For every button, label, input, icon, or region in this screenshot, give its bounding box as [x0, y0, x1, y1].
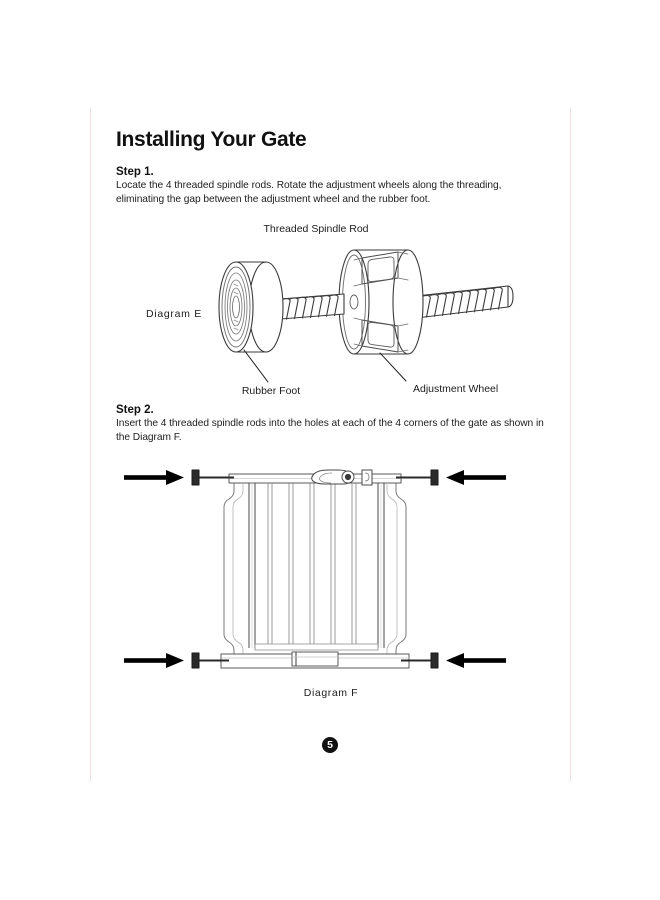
spindle-rod-top-right — [396, 470, 438, 485]
gate-latch-handle — [312, 470, 372, 485]
page-number-badge: 5 — [322, 737, 338, 753]
step-1-heading: Step 1. — [116, 166, 154, 178]
diagram-f-illustration — [116, 458, 546, 683]
page-edge-right — [570, 108, 571, 782]
gate-bars — [268, 483, 356, 644]
diagram-f-caption: Diagram F — [303, 687, 359, 700]
page-content — [116, 128, 546, 708]
page-number — [0, 735, 660, 753]
step-2-heading: Step 2. — [116, 404, 154, 417]
page-title: Installing Your Gate — [116, 128, 307, 151]
diagram-f-figure — [116, 458, 546, 708]
rubber-foot-shape — [219, 262, 283, 352]
adjustment-wheel-shape — [339, 250, 423, 354]
label-adjustment-wheel: Adjustment Wheel — [413, 383, 499, 396]
leader-rubber-foot — [244, 350, 268, 382]
diagram-e-illustration — [116, 214, 546, 404]
step-1-body: Locate the 4 threaded spindle rods. Rotate the adjustment wheels along the threading, eliminating the gap between the adjustment wheel and the rubber foot. — [116, 180, 502, 205]
diagram-e-figure — [116, 214, 546, 404]
step-1-block — [116, 166, 546, 206]
page-edge-left — [90, 108, 91, 782]
arrow-bottom-left — [124, 653, 184, 668]
gate-assembly — [221, 474, 409, 668]
arrow-top-right — [446, 470, 506, 485]
arrow-bottom-right — [446, 653, 506, 668]
leader-adjustment-wheel — [380, 353, 406, 381]
diagram-e-caption: Diagram E — [146, 308, 202, 321]
spindle-rod-top-left — [192, 470, 234, 485]
arrow-top-left — [124, 470, 184, 485]
label-threaded-spindle-rod: Threaded Spindle Rod — [263, 223, 369, 236]
step-2-body: Insert the 4 threaded spindle rods into the holes at each of the 4 corners of the gate as shown in the Diagram F. — [116, 418, 544, 443]
step-2-block — [116, 404, 546, 444]
thread-right — [416, 286, 513, 318]
label-rubber-foot: Rubber Foot — [241, 385, 301, 398]
direction-arrows — [124, 470, 506, 668]
